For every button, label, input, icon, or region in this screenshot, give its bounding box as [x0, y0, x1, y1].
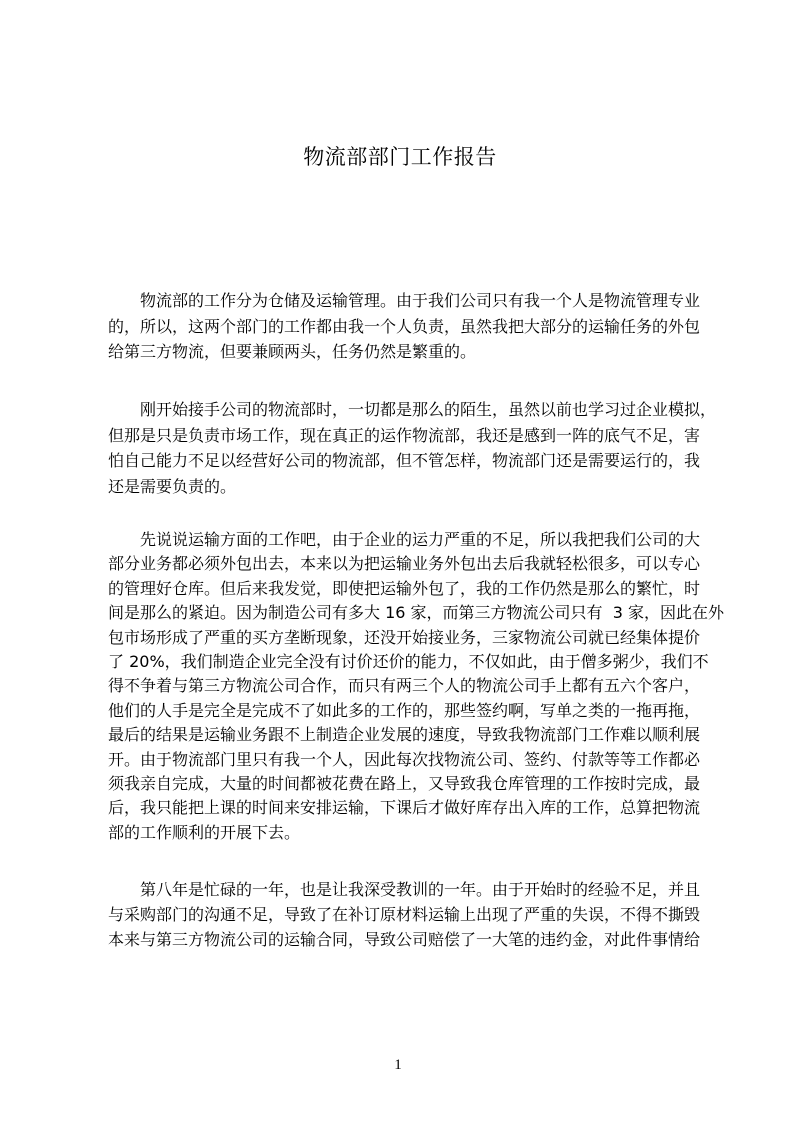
paragraph-line: 包市场形成了严重的买方垄断现象，还没开始接业务，三家物流公司就已经集体提价: [108, 627, 701, 647]
paragraph-line: 得不争着与第三方物流公司合作，而只有两三个人的物流公司手上都有五六个客户，: [108, 676, 701, 696]
paragraph-line: 开。由于物流部门里只有我一个人，因此每次找物流公司、签约、付款等等工作都必: [108, 749, 701, 769]
paragraph-3: [108, 528, 724, 845]
paragraph-line: 与采购部门的沟通不足，导致了在补订原材料运输上出现了严重的失误，不得不撕毁: [108, 905, 701, 924]
paragraph-line: 的，所以，这两个部门的工作都由我一个人负责，虽然我把大部分的运输任务的外包: [108, 316, 701, 336]
paragraph-line: 本来与第三方物流公司的运输合同，导致公司赔偿了一大笔的违约金，对此件事情给: [108, 930, 701, 949]
paragraph-line: 最后的结果是运输业务跟不上制造企业发展的速度，导致我物流部门工作难以顺利展: [108, 725, 701, 745]
paragraph-line: 但那是只是负责市场工作，现在真正的运作物流部，我还是感到一阵的底气不足，害: [108, 425, 701, 445]
paragraph-line: 间是那么的紧迫。因为制造公司有多大 16 家，而第三方物流公司只有 3 家，因此在外: [108, 603, 724, 623]
paragraph-line: 还是需要负责的。: [108, 477, 237, 497]
paragraph-line: 先说说运输方面的工作吧，由于企业的运力严重的不足，所以我把我们公司的大: [140, 530, 701, 549]
paragraph-1: [108, 288, 708, 365]
paragraph-line: 给第三方物流，但要兼顾两头，任务仍然是繁重的。: [108, 342, 477, 361]
paragraph-2: [108, 397, 717, 500]
paragraph-4: [108, 877, 708, 952]
paragraph-line: 的管理好仓库。但后来我发觉，即使把运输外包了，我的工作仍然是那么的繁忙，时: [108, 578, 701, 598]
paragraph-line: 须我亲自完成，大量的时间都被花费在路上，又导致我仓库管理的工作按时完成，最: [108, 774, 701, 794]
paragraph-line: 后，我只能把上课的时间来安排运输，下课后才做好库存出入库的工作，总算把物流: [108, 798, 701, 818]
paragraph-line: 部分业务都必须外包出去，本来以为把运输业务外包出去后我就轻松很多，可以专心: [108, 554, 701, 574]
page-number: 1: [394, 1057, 402, 1073]
paragraph-line: 第八年是忙碌的一年，也是让我深受教训的一年。由于开始时的经验不足，并且: [140, 880, 701, 899]
paragraph-line: 了 20%，我们制造企业完全没有讨价还价的能力，不仅如此，由于僧多粥少，我们不: [108, 652, 709, 672]
paragraph-line: 他们的人手是完全是完成不了如此多的工作的，那些签约啊，写单之类的一拖再拖，: [108, 700, 701, 720]
paragraph-line: 部的工作顺利的开展下去。: [108, 822, 301, 842]
paragraph-line: 物流部的工作分为仓储及运输管理。由于我们公司只有我一个人是物流管理专业: [140, 291, 701, 310]
paragraph-line: 怕自己能力不足以经营好公司的物流部，但不管怎样，物流部门还是需要运行的，我: [108, 451, 701, 471]
document-title: 物流部部门工作报告: [303, 145, 497, 169]
paragraph-line: 刚开始接手公司的物流部时，一切都是那么的陌生，虽然以前也学习过企业模拟，: [140, 400, 717, 419]
